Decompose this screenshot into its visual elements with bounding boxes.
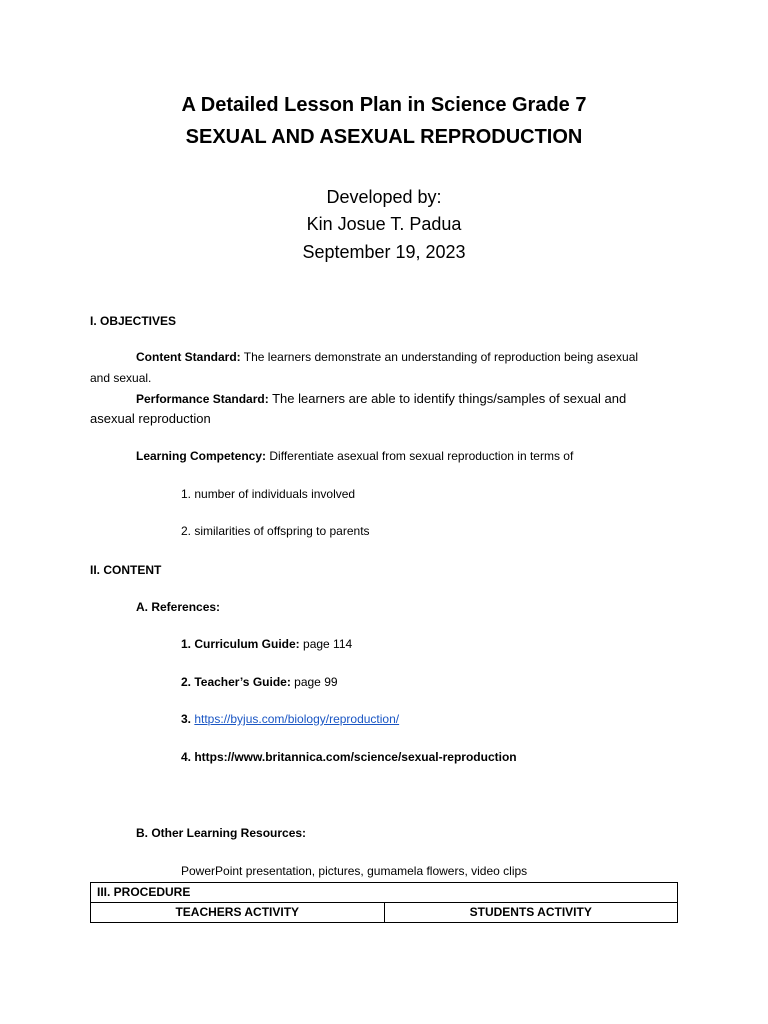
students-activity-header: STUDENTS ACTIVITY [384, 903, 678, 923]
procedure-heading: III. PROCEDURE [91, 883, 678, 903]
content-standard-label: Content Standard: [136, 350, 241, 364]
teachers-activity-header: TEACHERS ACTIVITY [91, 903, 385, 923]
content-standard-text: The learners demonstrate an understanding of reproduction being asexual [240, 350, 639, 364]
reference-text: page 114 [299, 637, 353, 651]
content-standard [136, 350, 638, 364]
learning-competency-label: Learning Competency: [136, 449, 267, 463]
reference-link[interactable]: https://byjus.com/biology/reproduction/ [194, 712, 400, 726]
reference-item [181, 712, 399, 726]
reference-label: 1. Curriculum Guide: [181, 637, 300, 651]
content-heading: II. CONTENT [90, 563, 162, 577]
references-heading: A. References: [136, 600, 221, 614]
performance-standard [136, 390, 626, 408]
other-resources-heading: B. Other Learning Resources: [136, 826, 307, 840]
reference-item [181, 637, 352, 651]
author-name: Kin Josue T. Padua [306, 214, 462, 234]
developed-by-label: Developed by: [326, 187, 442, 207]
reference-label: 3. [181, 712, 195, 726]
performance-standard-continuation: asexual reproduction [90, 411, 211, 426]
reference-label: 2. Teacher’s Guide: [181, 675, 291, 689]
title-line-1: A Detailed Lesson Plan in Science Grade 7 [181, 94, 587, 116]
document-date: September 19, 2023 [302, 242, 466, 262]
reference-item: 4. https://www.britannica.com/science/sexual-reproduction [181, 750, 517, 764]
reference-item [181, 675, 338, 689]
competency-item: 1. number of individuals involved [181, 487, 356, 501]
procedure-table [90, 882, 678, 923]
other-resources-text: PowerPoint presentation, pictures, gumamela flowers, video clips [181, 864, 528, 878]
procedure-column-row [91, 903, 678, 923]
learning-competency-text: Differentiate asexual from sexual reproduction in terms of [266, 449, 574, 463]
reference-text: page 99 [290, 675, 338, 689]
competency-item: 2. similarities of offspring to parents [181, 524, 370, 538]
performance-standard-text: The learners are able to identify things/samples of sexual and [268, 391, 627, 406]
objectives-heading: I. OBJECTIVES [90, 314, 177, 328]
performance-standard-label: Performance Standard: [136, 392, 269, 406]
learning-competency [136, 449, 573, 463]
title-line-2: SEXUAL AND ASEXUAL REPRODUCTION [185, 126, 583, 148]
content-standard-continuation: and sexual. [90, 371, 152, 385]
procedure-heading-row [91, 883, 678, 903]
